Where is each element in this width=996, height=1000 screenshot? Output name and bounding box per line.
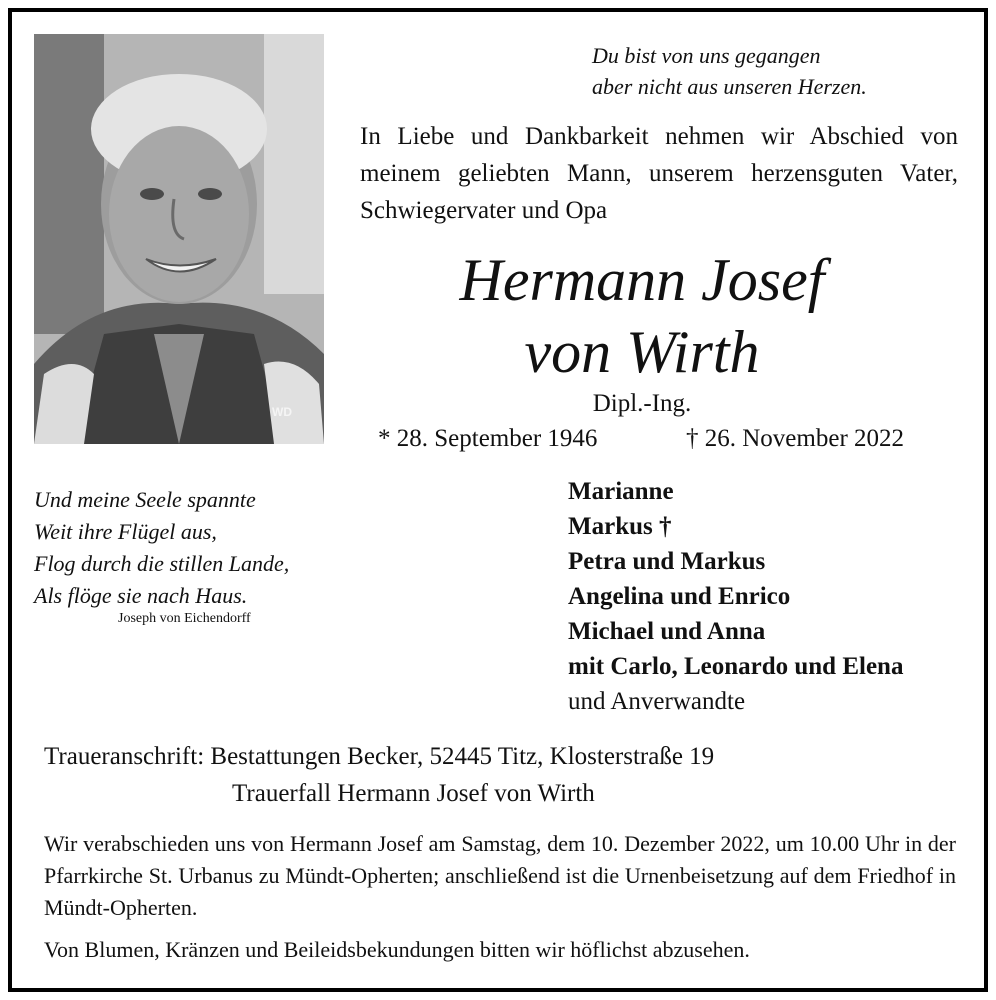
- family-list: [568, 474, 988, 719]
- portrait-illustration: [34, 34, 324, 444]
- family-member: Marianne: [568, 478, 674, 505]
- name-line: von Wirth: [524, 319, 760, 385]
- death-date: † 26. November 2022: [686, 425, 905, 452]
- obituary-frame: [8, 8, 988, 992]
- service-info: Wir verabschieden uns von Hermann Josef am Samstag, dem 10. Dezember 2022, um 10.00 Uhr in der Pfarrkirche St. Urbanus zu Mündt-Opherten; anschließend ist die Urnenbeisetzung auf dem Friedhof in Mündt-Opherten.: [44, 831, 956, 920]
- poem: [34, 484, 354, 612]
- family-member: Michael und Anna: [568, 618, 766, 645]
- flowers-notice: Von Blumen, Kränzen und Beileidsbekundungen bitten wir höflichst abzusehen.: [44, 937, 750, 962]
- deceased-name: [312, 244, 972, 388]
- intro-text: In Liebe und Dankbarkeit nehmen wir Abschied von meinem geliebten Mann, unserem herzensguten Vater, Schwiegervater und Opa: [360, 123, 958, 224]
- family-member: Petra und Markus: [568, 548, 766, 575]
- family-member: mit Carlo, Leonardo und Elena: [568, 653, 904, 680]
- poem-line: Weit ihre Flügel aus,: [34, 519, 217, 544]
- shirt-text: WD: [272, 405, 292, 419]
- family-closing: und Anverwandte: [568, 688, 746, 715]
- portrait-photo: [34, 34, 324, 444]
- poem-line: Und meine Seele spannte: [34, 487, 256, 512]
- academic-title: Dipl.-Ing.: [592, 390, 692, 417]
- family-member: Angelina und Enrico: [568, 583, 791, 610]
- name-line: Hermann Josef: [459, 247, 825, 313]
- address-line: Traueranschrift: Bestattungen Becker, 52445 Titz, Klosterstraße 19: [44, 743, 715, 770]
- poem-line: Flog durch die stillen Lande,: [34, 551, 290, 576]
- family-member: Markus †: [568, 513, 672, 540]
- motto-line: aber nicht aus unseren Herzen.: [592, 74, 867, 99]
- mourning-address: [44, 738, 964, 812]
- birth-date: * 28. September 1946: [378, 425, 598, 452]
- motto: [592, 40, 972, 102]
- address-line: Trauerfall Hermann Josef von Wirth: [232, 780, 595, 807]
- poem-line: Als flöge sie nach Haus.: [34, 583, 248, 608]
- poem-author: Joseph von Eichendorff: [118, 611, 251, 626]
- motto-line: Du bist von uns gegangen: [592, 43, 821, 68]
